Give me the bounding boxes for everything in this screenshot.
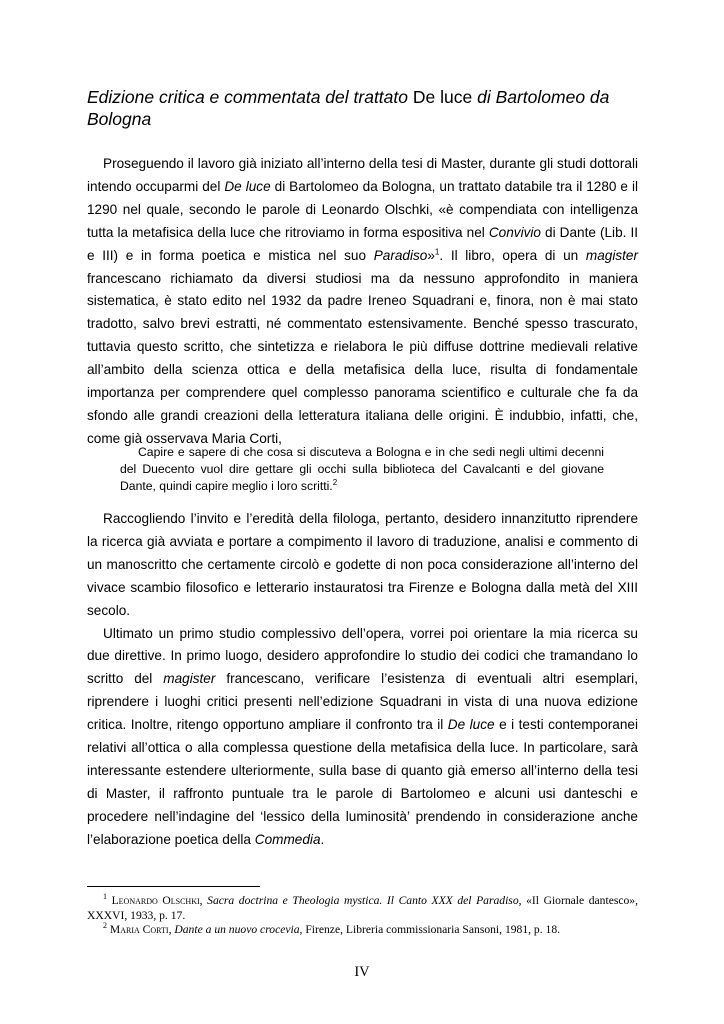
footnote-1-title: Sacra doctrina e Theologia mystica. Il Canto XXX del Paradiso xyxy=(207,894,519,907)
para1-text-2: di Bartolomeo da Bologna, un trattato databile tra il 1280 e il 1290 nel quale, secondo le parole di Leonardo Olschki, «è compendiata con intelligenza tutta la metafisica della luce che ritroviamo in forma espositiva nel xyxy=(87,178,638,240)
para3-italic-de-luce: De luce xyxy=(447,717,495,733)
paragraph-3 xyxy=(87,623,638,852)
block-quote xyxy=(120,444,604,496)
title-part1: Edizione critica e commentata del trattato xyxy=(87,87,408,107)
para1-italic-paradiso: Paradiso xyxy=(373,247,428,263)
footnote-1-rest: , «Il Giornale dantesco», XXXVI, 1933, p. 17. xyxy=(87,894,638,922)
footnote-1-author: Leonardo Olschki xyxy=(111,894,200,907)
footnote-2-sep: , xyxy=(168,923,175,937)
footnote-2 xyxy=(87,923,638,938)
title-part2: di Bartolomeo da Bologna xyxy=(87,87,610,129)
title-work: De luce xyxy=(412,87,473,107)
para3-italic-commedia: Commedia xyxy=(254,831,321,847)
footnote-1-sep: , xyxy=(199,894,208,907)
footnote-ref-2[interactable]: 2 xyxy=(332,478,338,488)
para3-text-3: e i testi contemporanei relativi all’ottica o alla complessa questione della metafisica della luce. In particolare, sarà interessante estendere ulteriormente, sulla base di quanto già emerso all’interno della tesi di Master, il raffronto puntuale tra le parole di Bartolomeo e alcuni usi danteschi e procedere nell’indagine del ‘lessico della luminosità’ prendendo in considerazione anche l’elaborazione poetica della xyxy=(87,717,639,847)
paragraph-2: Raccogliendo l’invito e l’eredità della filologa, pertanto, desidero innanzitutto riprendere la ricerca già avviata e portare a compimento il lavoro di traduzione, analisi e commento di un manoscritto che certamente circolò e godette di non poca considerazione all’interno del vivace scambio filosofico e letterario instauratosi tra Firenze e Bologna dalla metà del XIII secolo. xyxy=(87,511,638,618)
para1-italic-magister: magister xyxy=(585,247,638,263)
quote-body: Capire e sapere di che cosa si discuteva a Bologna e in che sedi negli ultimi decenni del Duecento vuol dire gettare gli occhi sulla biblioteca del Cavalcanti e del giovane Dante, quindi capire meglio i loro scritti. xyxy=(120,445,604,494)
footnote-1-number: 1 xyxy=(103,892,107,902)
footnotes xyxy=(87,894,638,938)
body-block-2 xyxy=(87,508,638,852)
footnote-2-rest: , Firenze, Libreria commissionaria Sansoni, 1981, p. 18. xyxy=(299,923,561,937)
para1-text-4: » xyxy=(427,247,435,263)
quote-text xyxy=(120,444,604,496)
para1-text-5: . Il libro, opera di un xyxy=(439,247,586,263)
document-title xyxy=(87,86,647,130)
para1-italic-convivio: Convivio xyxy=(488,224,541,240)
paragraph-1 xyxy=(87,153,638,451)
footnote-1 xyxy=(87,894,638,923)
footnote-2-number: 2 xyxy=(103,921,107,931)
para3-text-1: Ultimato un primo studio complessivo dell’opera, vorrei poi orientare la mia ricerca su due direttive. In primo luogo, desidero approfondire lo studio dei codici che tramandano lo scritto del xyxy=(87,625,638,687)
footnote-ref-1[interactable]: 1 xyxy=(434,247,440,257)
para3-text-4: . xyxy=(320,831,325,847)
footnote-2-title: Dante a un nuovo crocevia xyxy=(174,923,300,937)
para1-italic-de-luce: De luce xyxy=(224,178,271,194)
para3-italic-magister: magister xyxy=(163,671,216,687)
body-block-1 xyxy=(87,153,638,451)
para3-text-2: francescano, verificare l’esistenza di eventuali altri esemplari, riprendere i luoghi critici presenti nell’edizione Squadrani in vista di una nuova edizione critica. Inoltre, ritengo opportuno ampliare il confronto tra il xyxy=(87,671,638,733)
para1-text-1: Proseguendo il lavoro già iniziato all’interno della tesi di Master, durante gli studi dottorali intendo occuparmi del xyxy=(87,156,638,194)
footnote-divider xyxy=(87,886,260,887)
para1-text-3: di Dante (Lib. II e III) e in forma poetica e mistica nel suo xyxy=(87,224,638,263)
footnote-2-author: Maria Corti xyxy=(109,923,169,937)
para1-text-6: francescano richiamato da diversi studiosi ma da nessuno approfondito in maniera sistematica, è stato edito nel 1932 da padre Ireneo Squadrani e, finora, non è mai stato tradotto, salvo brevi estratti, né commentato estensivamente. Benché spesso trascurato, tuttavia questo scritto, che sintetizza e rielabora le più diffuse dottrine medievali relative all’ambito della scienza ottica e della metafisica della luce, risulta di fondamentale importanza per comprendere quel complesso panorama scientifico e culturale che fa da sfondo alle grandi creazioni della letteratura italiana delle origini. È indubbio, infatti, che, come già osservava Maria Corti, xyxy=(87,270,638,446)
page-number: IV xyxy=(354,964,370,980)
